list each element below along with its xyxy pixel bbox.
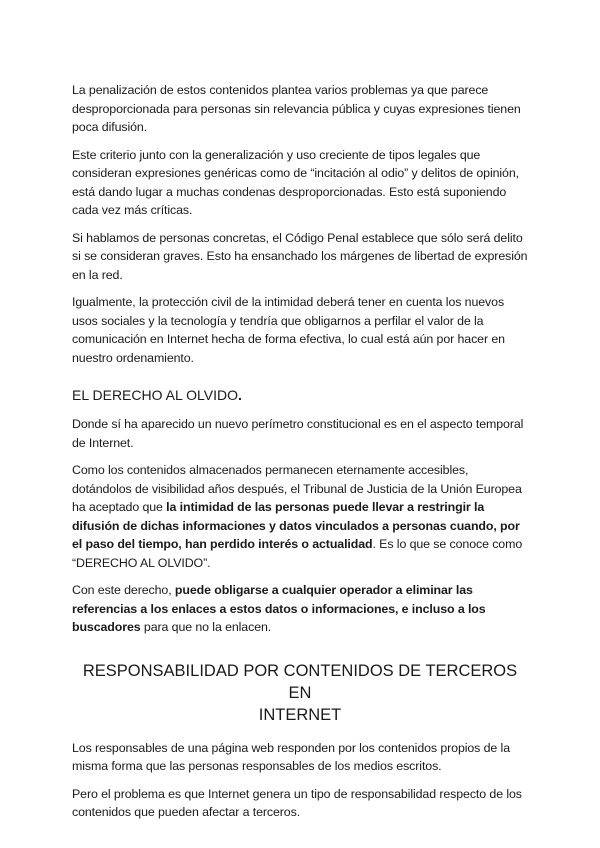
- document-page: [72, 81, 528, 831]
- paragraph: Los responsables de una página web responden por los contenidos propios de la misma forma que las personas responsables de los medios escritos.: [72, 740, 510, 773]
- paragraph: La penalización de estos contenidos plantea varios problemas ya que parece desproporcionada para personas sin relevancia pública y cuyas expresiones tienen poca difusión.: [72, 83, 521, 134]
- text-run: Como los contenidos almacenados permanecen eternamente accesibles, dotándolos de visibilidad años después, el Tribunal de Justicia de la Unión Europea ha aceptado que: [72, 463, 522, 514]
- section-heading-derecho-al-olvido: [72, 385, 528, 405]
- paragraph: Si hablamos de personas concretas, el Código Penal establece que sólo será delito si se consideran graves. Esto ha ensanchado los márgenes de libertad de expresión en la red.: [72, 230, 528, 282]
- paragraph: Igualmente, la protección civil de la intimidad deberá tener en cuenta los nuevos usos sociales y la tecnología y tendría que obligarnos a perfilar el valor de la comunicación en Internet hecha de forma efectiva, lo cual está aún por hacer en nuestro ordenamiento.: [72, 295, 505, 365]
- section-heading-responsabilidad: [72, 660, 528, 726]
- text-run: . Es lo que se conoce como “DERECHO AL OLVIDO”.: [72, 537, 523, 570]
- heading-line: INTERNET: [258, 705, 342, 724]
- paragraph: Donde sí ha aparecido un nuevo perímetro constitucional es en el aspecto temporal de Internet.: [72, 417, 524, 450]
- paragraph: [72, 581, 528, 637]
- text-run: Con este derecho,: [72, 583, 175, 597]
- text-run: para que no la enlacen.: [140, 620, 272, 634]
- heading-period: .: [237, 387, 242, 403]
- bold-text-run: la intimidad de las personas puede llevar a restringir la difusión de dichas informaciones y datos vinculados a personas cuando, por el paso del tiempo, han perdido interés o actualidad: [72, 500, 520, 551]
- bold-text-run: puede obligarse a cualquier operador a eliminar las referencias a los enlaces a estos datos o informaciones, e incluso a los buscadores: [72, 583, 486, 634]
- heading-line: RESPONSABILIDAD POR CONTENIDOS DE TERCEROS EN: [82, 661, 518, 702]
- paragraph: [72, 461, 528, 572]
- paragraph: Pero el problema es que Internet genera un tipo de responsabilidad respecto de los contenidos que pueden afectar a terceros.: [72, 786, 522, 819]
- paragraph: Este criterio junto con la generalización y uso creciente de tipos legales que consideran expresiones genéricas como de “incitación al odio” y delitos de opinión, está dando lugar a muchas condenas desproporcionadas. Esto está suponiendo cada vez más críticas.: [72, 147, 519, 217]
- heading-text: EL DERECHO AL OLVIDO: [72, 387, 238, 403]
